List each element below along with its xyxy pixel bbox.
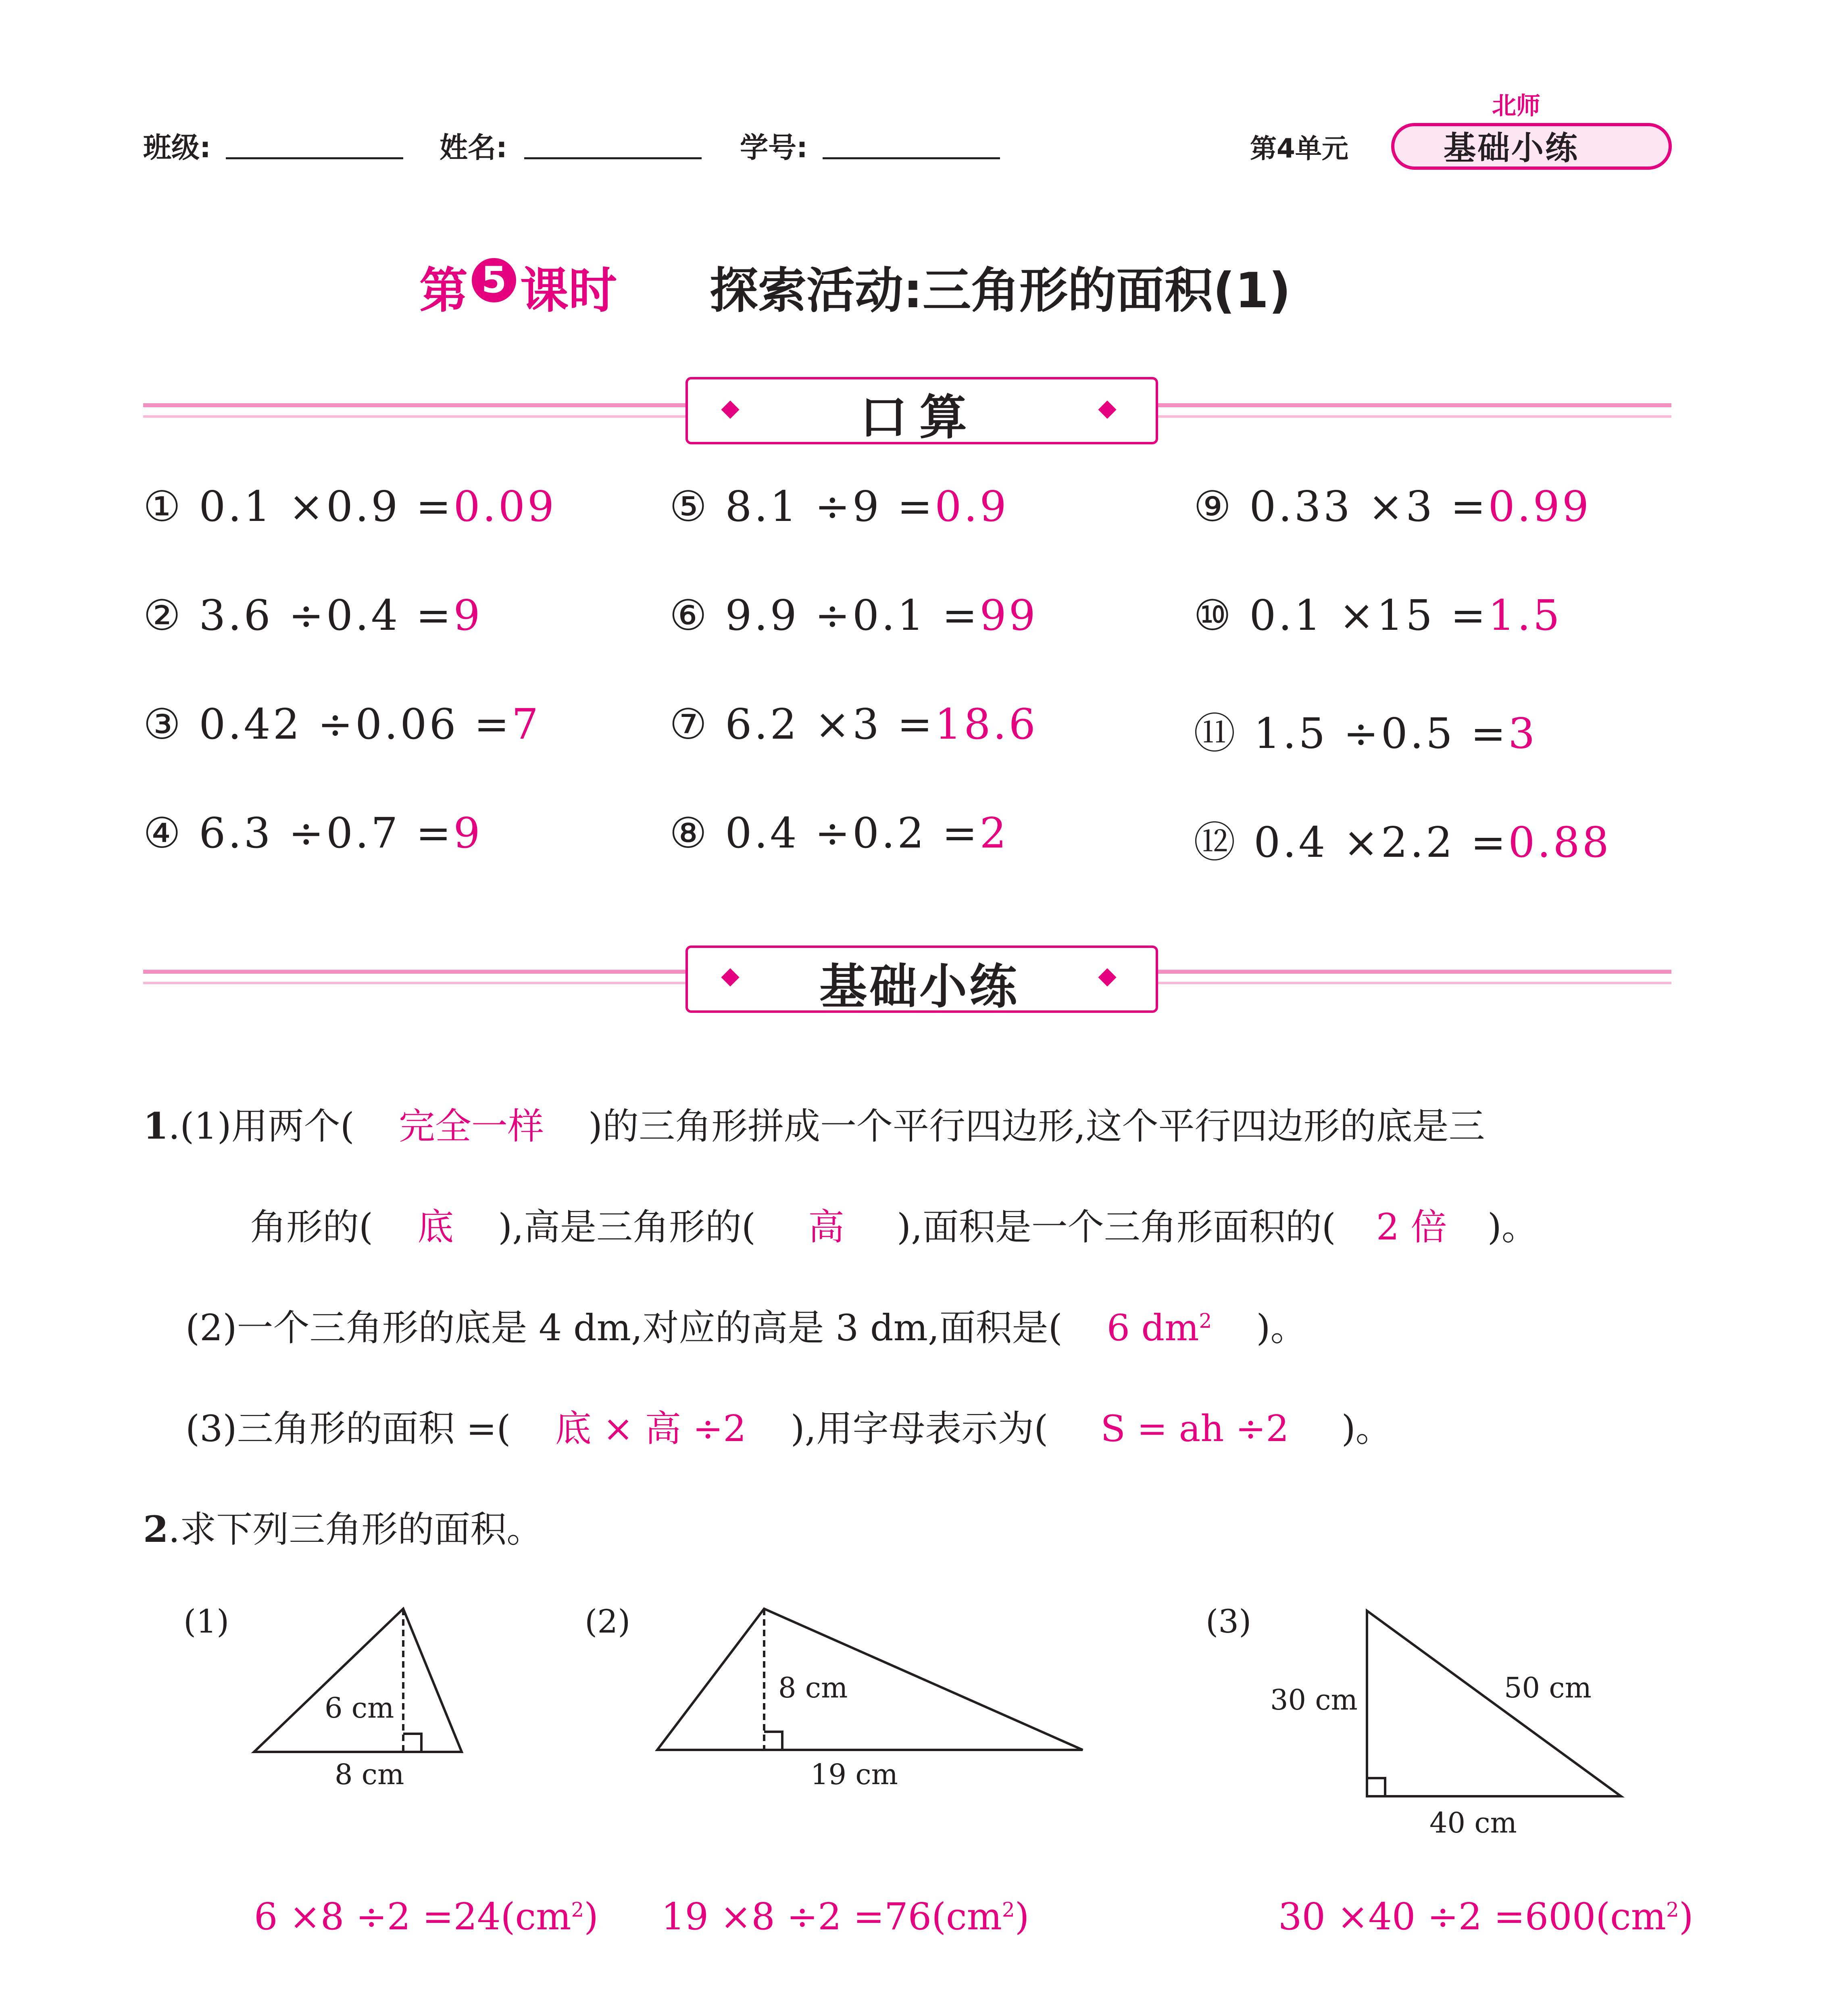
item-expr: 6.2 ×3 = [725,700,935,749]
item-answer: 7 [511,700,541,749]
superscript: 2 [571,1898,584,1922]
item-answer: 0.88 [1508,818,1611,867]
figure-answer [1278,1895,1694,1938]
section-title: 口算 [859,389,979,445]
item-expr: 0.1 ×15 = [1249,591,1488,640]
item-number: ⑩ [1194,591,1234,640]
item-expr: 1.5 ÷0.5 = [1254,709,1508,758]
q1-text: (3)三角形的面积 =( [185,1408,511,1450]
base-label: 19 cm [810,1758,898,1791]
item-answer: 1.5 [1488,591,1562,640]
side-label: 30 cm [1270,1683,1358,1716]
item-answer: 0.09 [453,482,557,531]
lesson-number: 5 [472,258,516,302]
item-expr: 3.6 ÷0.4 = [199,591,454,640]
unit-label: 第4单元 [1250,133,1348,164]
figure-label: (3) [1206,1603,1252,1640]
brand-top: 北师 [1492,92,1540,120]
q1-text: .(1)用两个( [168,1105,354,1148]
title-suffix: 课时 [520,263,617,319]
q1-text: 角形的( [250,1206,373,1248]
name-label: 姓名: [440,131,507,164]
figure-answer-close: ) [1015,1895,1029,1938]
answer-blank: 6 dm [1106,1307,1199,1349]
answer-blank: 2 倍 [1376,1206,1447,1248]
item-number: ④ [143,808,183,858]
figure-answer-text: 19 ×8 ÷2 =76(cm [661,1895,1002,1938]
item-number: ⑤ [669,482,710,531]
figure-answer-close: ) [1679,1895,1694,1938]
item-expr: 0.4 ÷0.2 = [725,808,980,858]
item-answer: 3 [1508,709,1538,758]
answer-blank: S = ah ÷2 [1100,1408,1289,1450]
item-expr: 9.9 ÷0.1 = [725,591,980,640]
item-number: ⑨ [1194,482,1234,531]
item-answer: 9 [453,808,483,858]
answer-blank: 完全一样 [398,1105,544,1148]
answer-blank: 底 [417,1206,454,1248]
item-number: ⑫ [1194,818,1238,867]
item-answer: 2 [979,808,1009,858]
q1-text: )。 [1487,1206,1538,1248]
answer-blank: 高 [808,1206,844,1248]
item-expr: 8.1 ÷9 = [725,482,935,531]
figure-answer-text: 6 ×8 ÷2 =24(cm [254,1895,571,1938]
item-expr: 0.42 ÷0.06 = [199,700,512,749]
item-number: ③ [143,700,183,749]
superscript: 2 [1666,1898,1679,1922]
item-number: ⑪ [1194,709,1238,758]
figure-answer-text: 30 ×40 ÷2 =600(cm [1278,1895,1666,1938]
question-number: 1 [143,1105,169,1148]
q1-text: )。 [1341,1408,1392,1450]
item-number: ⑦ [669,700,710,749]
figure-label: (2) [585,1603,631,1640]
student-no-label: 学号: [740,131,808,164]
triangle-2 [657,1609,1083,1750]
item-answer: 18.6 [935,700,1038,749]
item-expr: 6.3 ÷0.7 = [199,808,454,858]
q1-text: ),用字母表示为( [790,1408,1048,1450]
q2-text: .求下列三角形的面积。 [168,1508,543,1551]
figure-answer [254,1895,598,1938]
figure-answer [661,1895,1029,1938]
item-answer: 9 [453,591,483,640]
triangle-1 [254,1609,462,1752]
item-number: ② [143,591,183,640]
section-title: 基础小练 [819,959,1019,1014]
item-number: ⑥ [669,591,710,640]
answer-blank: 底 × 高 ÷2 [555,1408,746,1450]
item-number: ⑧ [669,808,710,858]
item-answer: 99 [979,591,1038,640]
item-expr: 0.33 ×3 = [1249,482,1488,531]
item-answer: 0.9 [935,482,1009,531]
question-number: 2 [143,1508,169,1551]
base-label: 8 cm [335,1758,404,1791]
hypotenuse-label: 50 cm [1504,1671,1592,1704]
brand-main: 基础小练 [1444,129,1579,167]
height-label: 8 cm [778,1671,848,1704]
item-number: ① [143,482,183,531]
figure-answer-close: ) [584,1895,599,1938]
superscript: 2 [1199,1309,1212,1333]
q1-text: )的三角形拼成一个平行四边形,这个平行四边形的底是三 [588,1105,1485,1148]
height-label: 6 cm [325,1691,394,1724]
class-label: 班级: [143,131,211,164]
figure-label: (1) [183,1603,229,1640]
base-label: 40 cm [1429,1806,1517,1839]
q1-text: (2)一个三角形的底是 4 dm,对应的高是 3 dm,面积是( [185,1307,1063,1349]
item-expr: 0.1 ×0.9 = [199,482,454,531]
title-prefix: 第 [419,263,468,319]
q1-text: ),面积是一个三角形面积的( [896,1206,1336,1248]
item-expr: 0.4 ×2.2 = [1254,818,1508,867]
q1-text: ),高是三角形的( [498,1206,756,1248]
page-title: 探索活动:三角形的面积(1) [710,263,1291,319]
superscript: 2 [1002,1898,1015,1922]
item-answer: 0.99 [1488,482,1591,531]
q1-text: )。 [1256,1307,1307,1349]
